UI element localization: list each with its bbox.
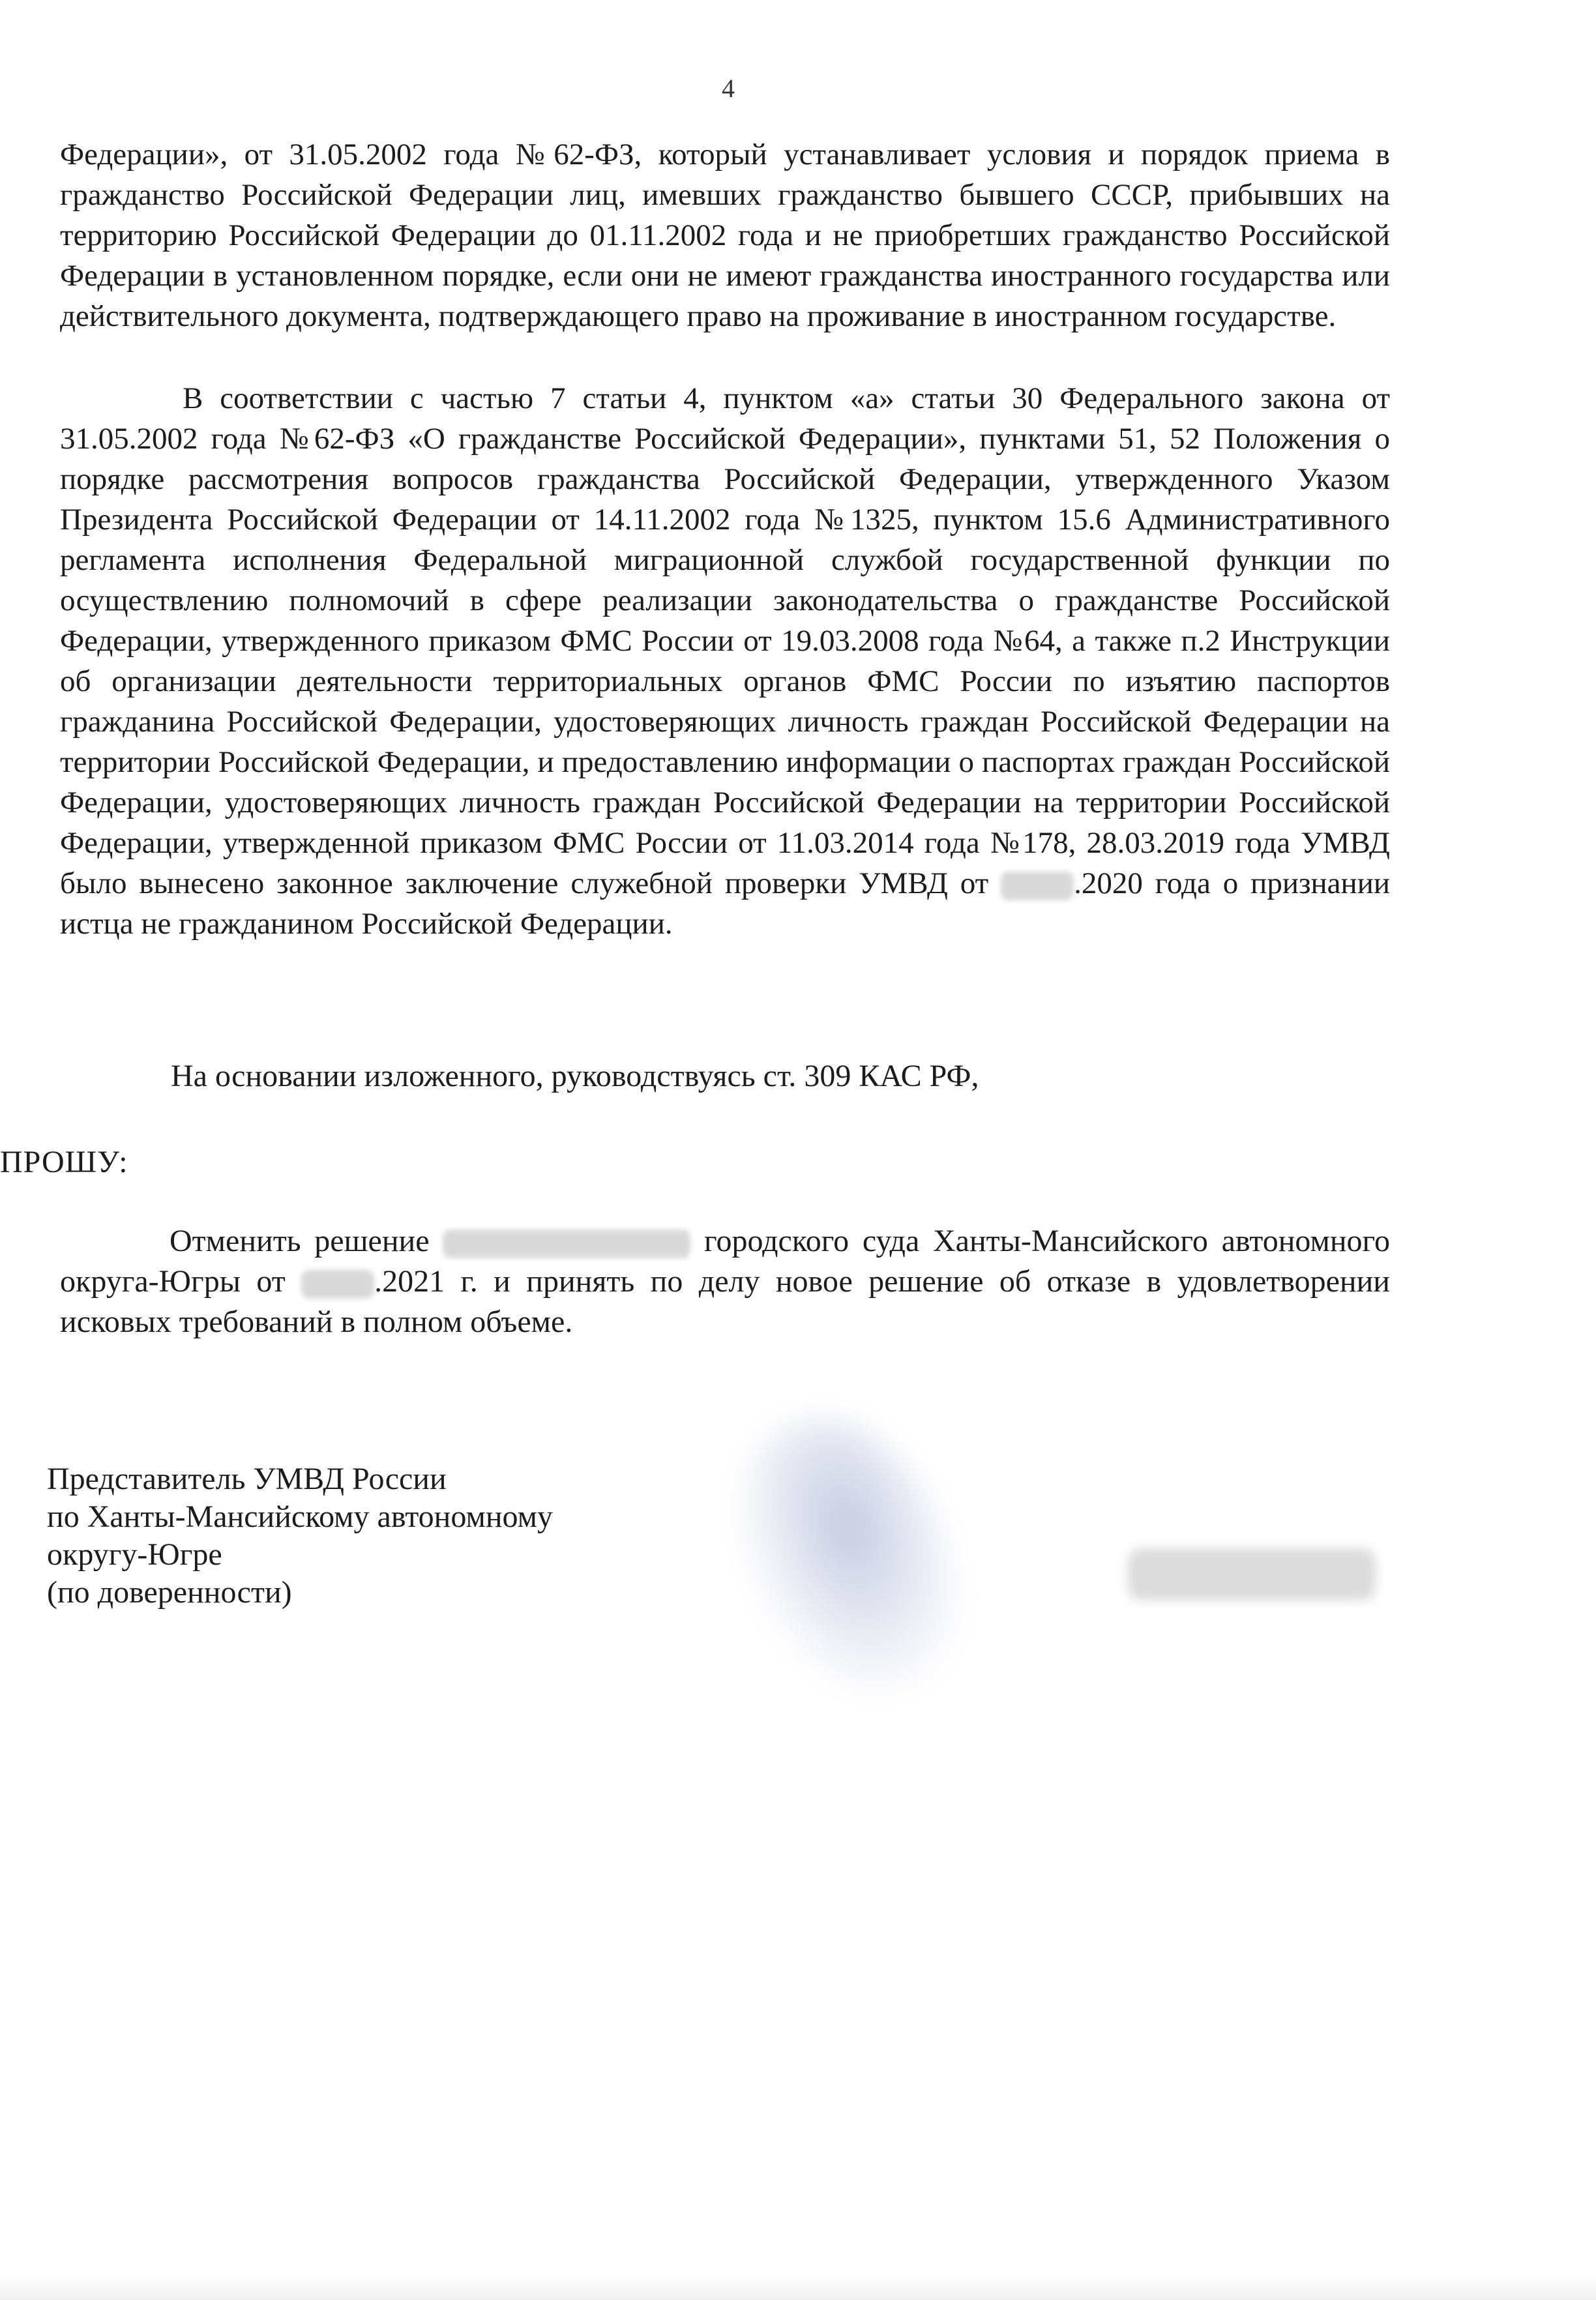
scan-bottom-edge — [0, 2274, 1596, 2300]
legal-basis-text: В соответствии с частью 7 статьи 4, пунктом «а» статьи 30 Федерального закона от 31.05.2002 года №62-ФЗ «О гражданстве Российской Федерации», пунктами 51, 52 Положения о порядке рассмотрения вопросов гражданства Российской Федерации, утвержденного Указом Президента Российской Федерации от 14.11.2002 года №1325, пунктом 15.6 Административного регламента исполнения Федеральной миграционной службой государственной функции по осуществлению полномочий в сфере реализации законодательства о гражданстве Российской Федерации, утвержденного приказом ФМС России от 19.03.2008 года №64, а также п.2 Инструкции об организации деятельности территориальных органов ФМС России по изъятию паспортов гражданина Российской Федерации, удостоверяющих личность граждан Российской Федерации на территории Российской Федерации, и предоставлению информации о паспортах граждан Российской Федерации, удостоверяющих личность граждан Российской Федерации на территории Российской Федерации, утвержденной приказом ФМС России от 11.03.2014 года №178, 28.03.2019 года УМВД было вынесено законное заключение служебной проверки УМВД от — [60, 381, 1390, 900]
redacted-date — [1001, 872, 1074, 900]
request-text-start: Отменить решение — [170, 1224, 430, 1258]
page-number: 4 — [722, 74, 735, 103]
signature-line-1: Представитель УМВД России — [47, 1462, 447, 1496]
signature-line-2: по Ханты-Мансийскому автономному — [47, 1499, 553, 1534]
redacted-signer-name — [1128, 1548, 1376, 1600]
redacted-decision-date — [301, 1270, 374, 1299]
request-text-middle: городского суда Ханты-Мансийского автономного округа-Югры от — [60, 1224, 1391, 1299]
signature-line-3: округу-Югре — [47, 1537, 222, 1572]
signature-line-4: (по доверенности) — [47, 1575, 292, 1610]
signature-block — [47, 1460, 553, 1612]
redacted-court-name — [443, 1230, 690, 1258]
paragraph-legal-basis — [60, 378, 1390, 944]
basis-statement: На основании изложенного, руководствуясь ст. 309 КАС РФ, — [171, 1059, 979, 1093]
legal-basis-conclusion: .2020 года о признании истца не гражданином Российской Федерации. — [60, 866, 1391, 941]
request-text-end: .2021 г. и принять по делу новое решение об отказе в удовлетворении исковых требований в полном объеме. — [60, 1264, 1390, 1339]
paragraph-law-conditions: Федерации», от 31.05.2002 года №62-ФЗ, который устанавливает условия и порядок приема в гражданство Российской Федерации лиц, имевших гражданство бывшего СССР, прибывших на территорию Российской Федерации до 01.11.2002 года и не приобретших гражданство Российской Федерации в установленном порядке, если они не имеют гражданства иностранного государства или действительного документа, подтверждающего право на проживание в иностранном государстве. — [60, 138, 1390, 333]
blurred-signature — [710, 1391, 984, 1724]
request-heading: ПРОШУ: — [0, 1145, 128, 1179]
request-paragraph — [60, 1221, 1390, 1342]
